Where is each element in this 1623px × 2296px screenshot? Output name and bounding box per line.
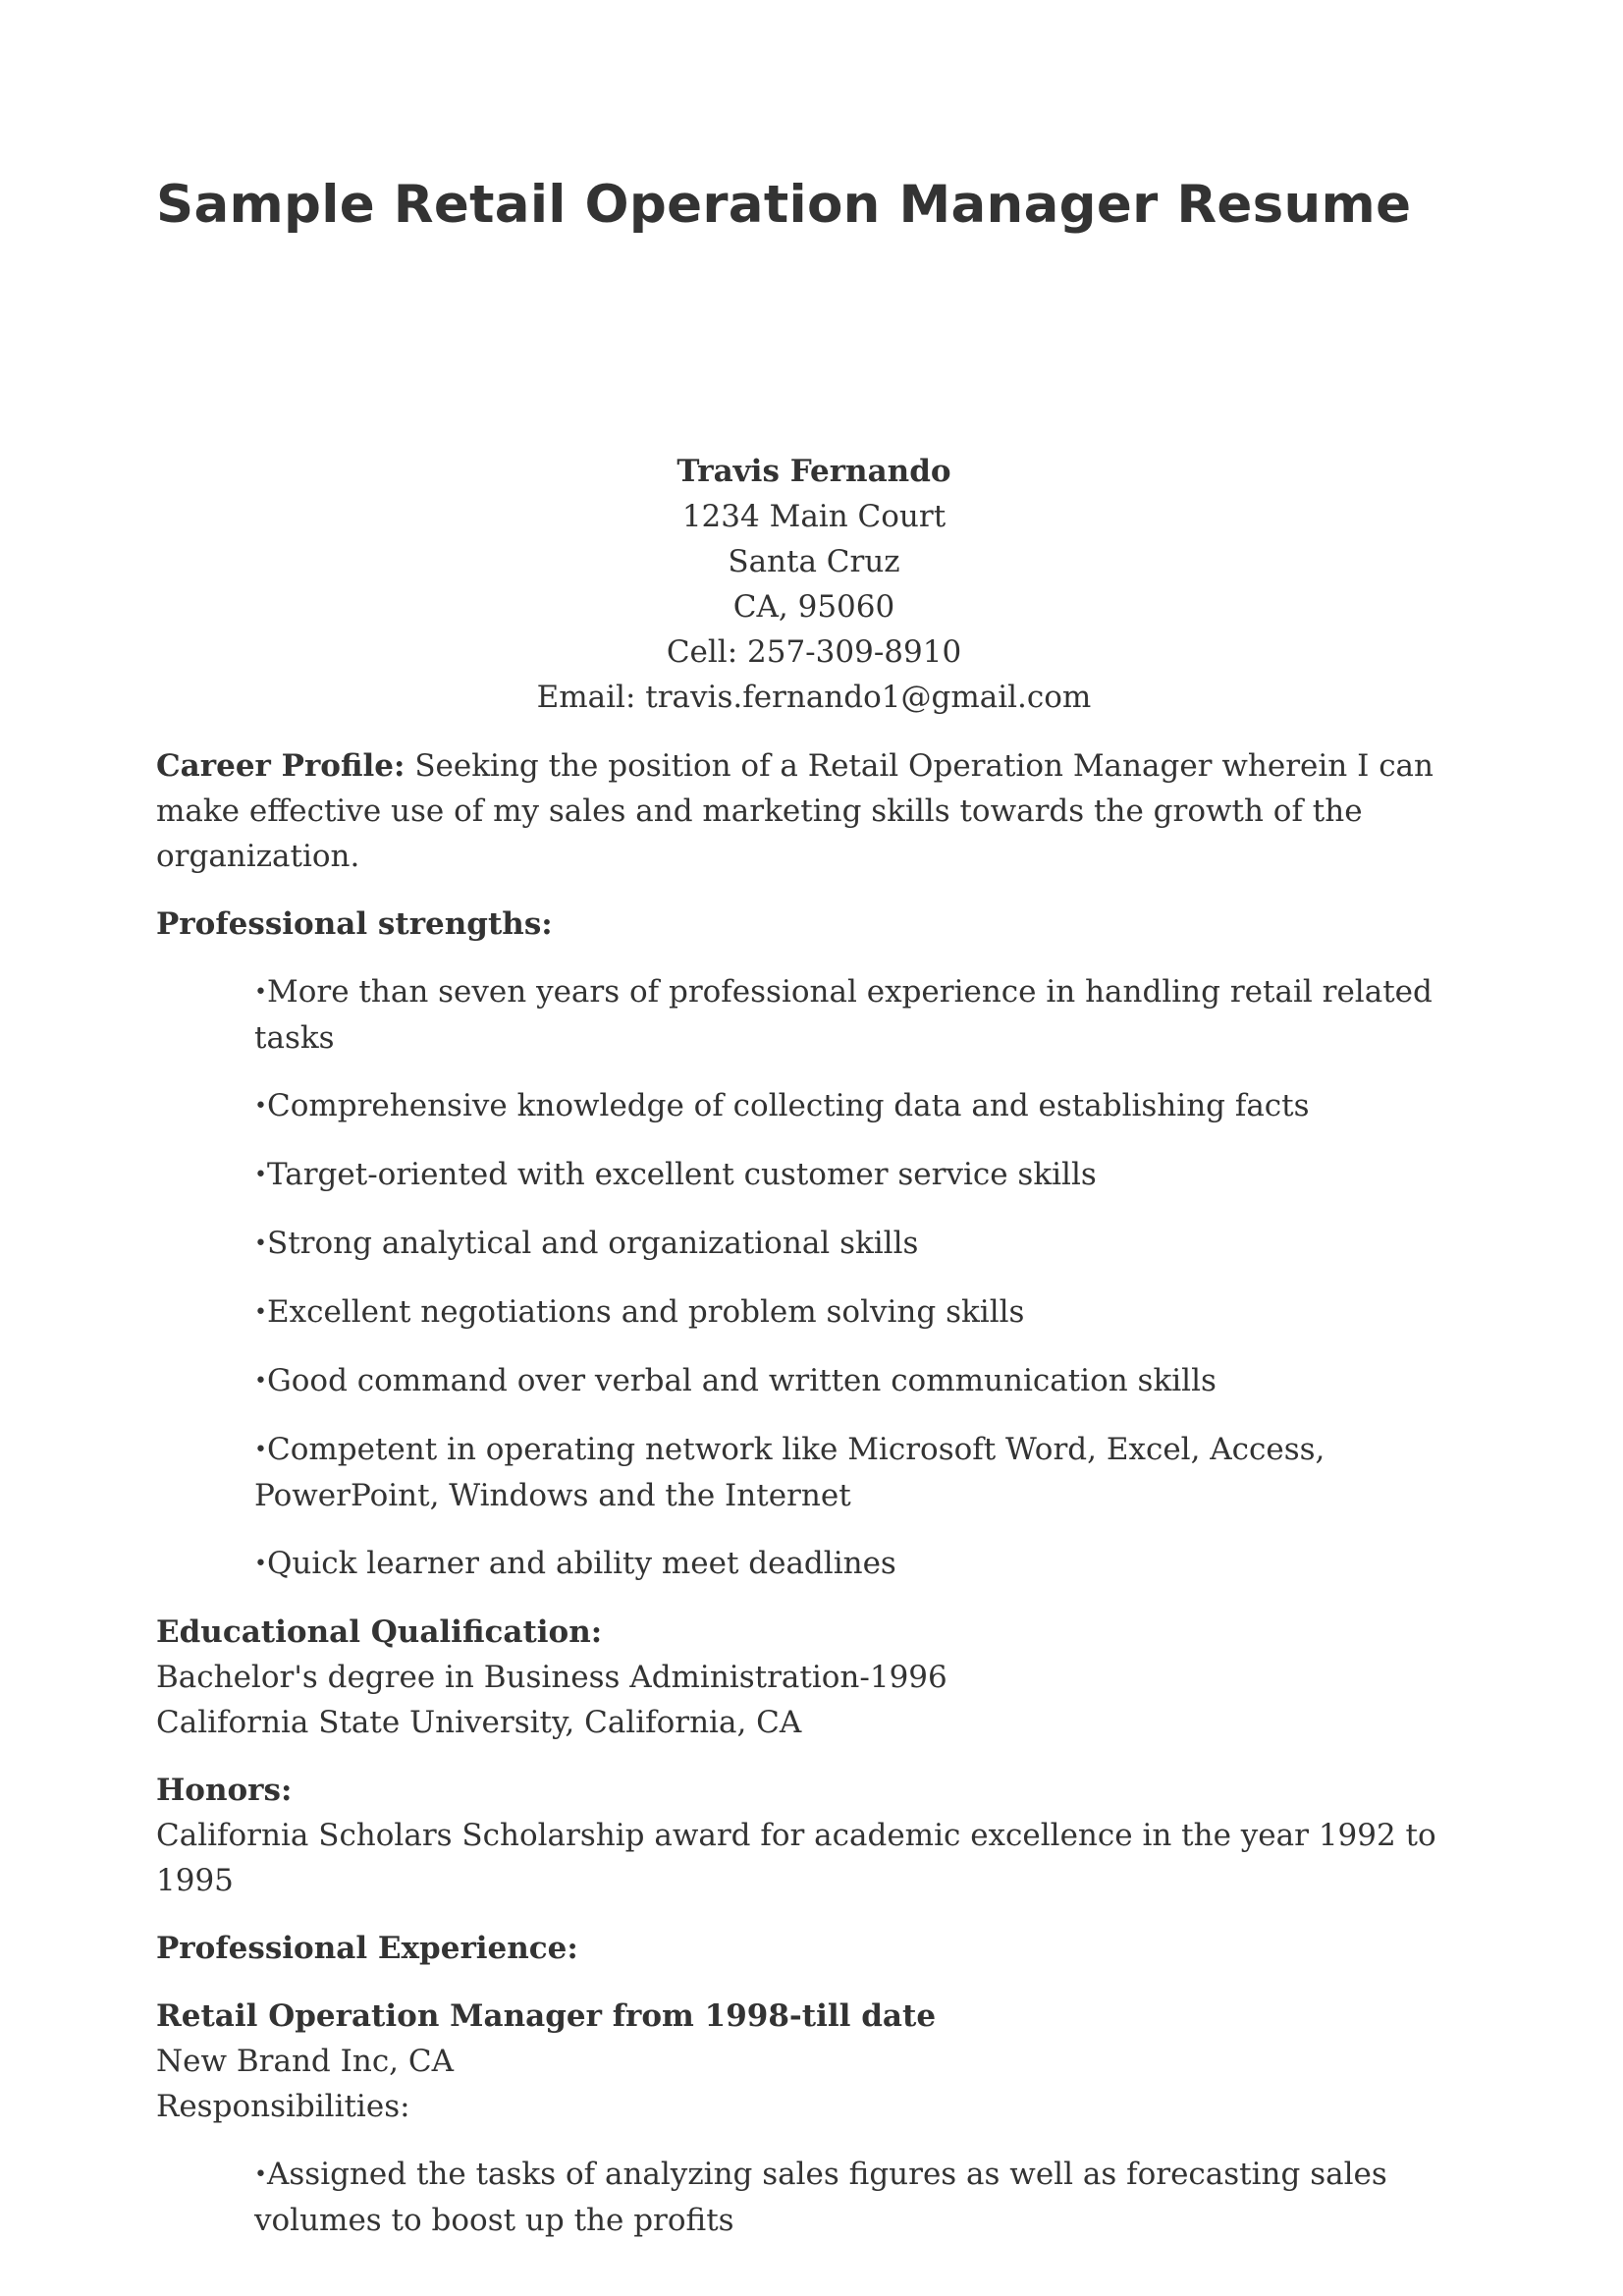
honors-section xyxy=(156,1768,1491,1903)
list-item: •Good command over verbal and written communication skills xyxy=(254,1363,1217,1398)
strengths-heading: Professional strengths: xyxy=(156,906,553,942)
page-title: Sample Retail Operation Manager Resume xyxy=(156,175,1412,235)
career-profile-label: Career Profile: xyxy=(156,748,406,784)
experience-heading: Professional Experience: xyxy=(156,1931,578,1966)
education-section xyxy=(156,1610,1491,1745)
career-profile xyxy=(156,743,1491,879)
contact-email: Email: travis.fernando1@gmail.com xyxy=(536,680,1092,715)
list-item: •Quick learner and ability meet deadlines xyxy=(254,1546,896,1581)
bullet-icon: • xyxy=(254,1438,267,1462)
bullet-icon: • xyxy=(254,980,267,1005)
contact-block xyxy=(156,449,1472,720)
job-title: Retail Operation Manager from 1998-till date xyxy=(156,1998,937,2034)
career-profile-text: Seeking the position of a Retail Operation Manager wherein I can make effective use of my sales and marketing skills towards the growth of the organization. xyxy=(156,748,1434,874)
list-item: •Competent in operating network like Microsoft Word, Excel, Access, PowerPoint, Windows and the Internet xyxy=(254,1432,1325,1513)
bullet-icon: • xyxy=(254,1552,267,1576)
list-item: •Assigned the tasks of analyzing sales figures as well as forecasting sales volumes to boost up the profits xyxy=(254,2157,1387,2238)
strengths-list xyxy=(156,969,1491,1587)
bullet-icon: • xyxy=(254,1163,267,1187)
list-item: •More than seven years of professional experience in handling retail related tasks xyxy=(254,974,1433,1056)
resume-body xyxy=(156,449,1491,2266)
education-degree: Bachelor's degree in Business Administration-1996 xyxy=(156,1660,947,1695)
bullet-icon: • xyxy=(254,1369,267,1394)
bullet-icon: • xyxy=(254,1300,267,1325)
education-heading: Educational Qualification: xyxy=(156,1614,603,1650)
job-company: New Brand Inc, CA xyxy=(156,2044,454,2079)
responsibilities-list xyxy=(156,2152,1491,2243)
contact-city: Santa Cruz xyxy=(728,544,900,579)
list-item: •Excellent negotiations and problem solving skills xyxy=(254,1294,1025,1330)
contact-name: Travis Fernando xyxy=(676,454,951,489)
contact-state-zip: CA, 95060 xyxy=(732,589,895,625)
job-responsibilities-label: Responsibilities: xyxy=(156,2089,410,2124)
bullet-icon: • xyxy=(254,2162,267,2187)
list-item: •Target-oriented with excellent customer service skills xyxy=(254,1157,1097,1192)
list-item: •Strong analytical and organizational skills xyxy=(254,1226,919,1261)
list-item: •Comprehensive knowledge of collecting data and establishing facts xyxy=(254,1088,1310,1123)
education-school: California State University, California, CA xyxy=(156,1705,802,1740)
bullet-icon: • xyxy=(254,1231,267,1256)
honors-text: California Scholars Scholarship award for academic excellence in the year 1992 to 1995 xyxy=(156,1818,1436,1898)
bullet-icon: • xyxy=(254,1094,267,1119)
contact-address: 1234 Main Court xyxy=(681,499,947,534)
honors-heading: Honors: xyxy=(156,1773,293,1808)
job-entry xyxy=(156,1994,1491,2129)
contact-cell: Cell: 257-309-8910 xyxy=(666,634,962,670)
